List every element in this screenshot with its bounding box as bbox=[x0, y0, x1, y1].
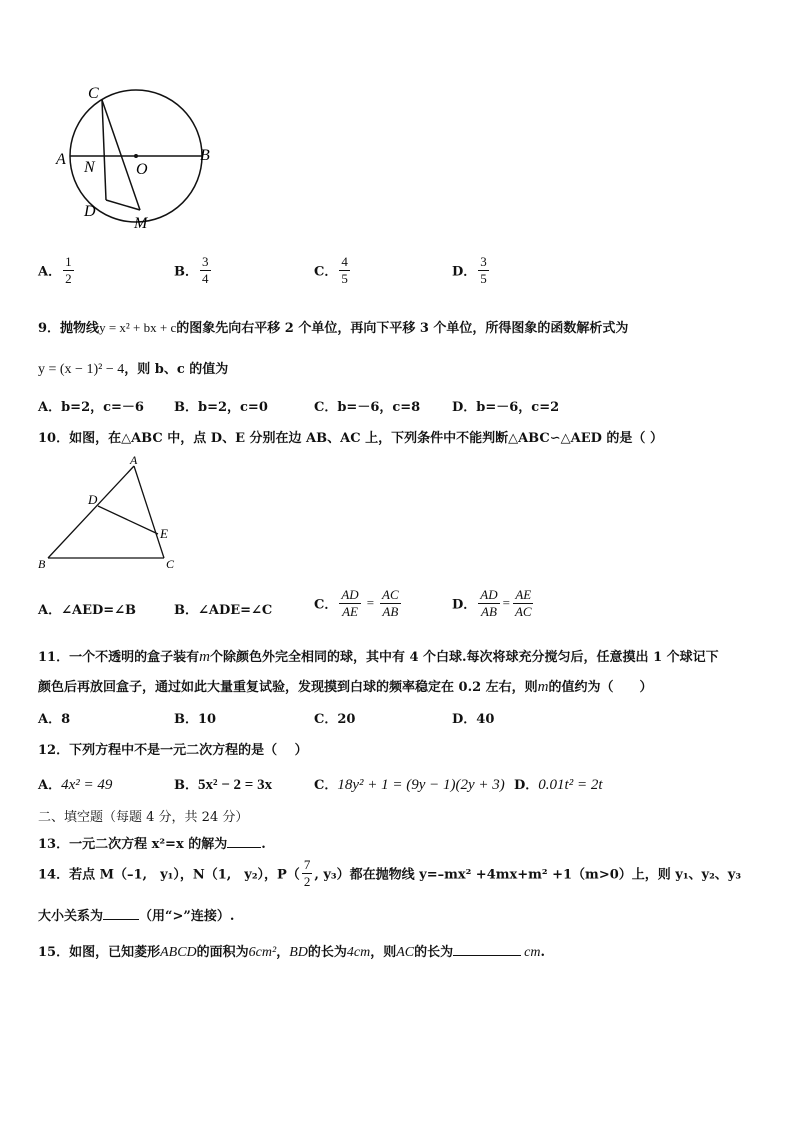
equals-sign: = bbox=[502, 595, 510, 611]
q13-stem bbox=[38, 833, 266, 852]
q11-option-d: D．40 bbox=[452, 712, 495, 727]
q9-option-c: C．b=－6，c=8 bbox=[314, 400, 421, 415]
q12-option-b bbox=[174, 774, 272, 794]
q8-option-c bbox=[314, 255, 352, 285]
option-label: C． bbox=[314, 264, 338, 280]
option-label: B． bbox=[174, 778, 198, 793]
q9-option-d: D．b=－6，c=2 bbox=[452, 400, 560, 415]
fraction bbox=[478, 588, 499, 618]
q11-option-c: C．20 bbox=[314, 712, 356, 727]
fraction bbox=[339, 255, 350, 285]
question-text: , y₃）都在抛物线 y=–mx² +4mx+m² +1（m>0）上，则 y₁、y₂、y₃ bbox=[314, 867, 742, 883]
question-number: 9． bbox=[38, 321, 61, 336]
label-o: O bbox=[136, 161, 148, 178]
question-text: 15．如图，已知菱形 bbox=[38, 945, 161, 960]
q10-stem: 10．如图，在△ABC 中，点 D、E 分别在边 AB、AC 上，下列条件中不能判断△ABC∽△AED 的是（ ） bbox=[38, 431, 663, 446]
fraction bbox=[302, 858, 313, 888]
equals-sign: = bbox=[366, 595, 375, 611]
math-unit: cm bbox=[524, 945, 541, 960]
math-bd: BD bbox=[289, 945, 308, 960]
q14-stem-line1 bbox=[38, 858, 741, 888]
option-label: C． bbox=[314, 597, 338, 613]
q9-formula-line bbox=[38, 358, 228, 378]
q11-stem-line2 bbox=[38, 676, 653, 696]
answer-blank[interactable] bbox=[103, 907, 139, 920]
label-d: D bbox=[88, 492, 98, 507]
q12-option-a bbox=[38, 774, 112, 794]
question-text: 大小关系为 bbox=[38, 909, 104, 924]
option-label: D． bbox=[514, 778, 539, 793]
q8-option-d bbox=[452, 255, 491, 285]
q12-option-d bbox=[514, 774, 603, 794]
label-b: B bbox=[38, 557, 46, 571]
fraction bbox=[478, 255, 489, 285]
q11-stem-line1 bbox=[38, 646, 719, 666]
numerator: 3 bbox=[480, 254, 487, 269]
denominator: 5 bbox=[480, 270, 487, 286]
side-ab bbox=[48, 466, 134, 558]
question-text: 的长为 bbox=[307, 945, 347, 960]
question-text: 的长为 bbox=[414, 945, 454, 960]
question-text: （用“>”连接）. bbox=[139, 909, 235, 924]
question-text: 颜色后再放回盒子，通过如此大量重复试验，发现摸到白球的频率稳定在 0.2 左右，则 bbox=[38, 680, 538, 695]
question-text: ，则 bbox=[370, 945, 397, 960]
fraction bbox=[380, 588, 401, 618]
q10-option-c bbox=[314, 588, 403, 618]
label-m: M bbox=[134, 215, 148, 232]
question-text: 11．一个不透明的盒子装有 bbox=[38, 650, 200, 665]
label-d: D bbox=[84, 203, 96, 220]
question-text: . bbox=[540, 945, 546, 960]
q10-option-a: A．∠AED=∠B bbox=[38, 603, 137, 618]
question-text: 的值约为（ ） bbox=[548, 680, 653, 695]
option-label: B． bbox=[174, 264, 198, 280]
question-text: 13．一元二次方程 x²=x 的解为 bbox=[38, 837, 228, 852]
variable-m: m bbox=[199, 649, 210, 665]
option-label: C． bbox=[314, 778, 338, 793]
equation: 5x² − 2 = 3x bbox=[198, 777, 273, 793]
question-text: ， bbox=[276, 945, 290, 960]
denominator: 4 bbox=[202, 270, 209, 286]
side-ac bbox=[134, 466, 164, 558]
triangle-figure bbox=[36, 452, 186, 574]
numerator: AE bbox=[515, 587, 532, 602]
q8-option-a bbox=[38, 255, 76, 285]
q11-option-b: B．10 bbox=[174, 712, 217, 727]
math-bd-length: 4cm bbox=[346, 945, 371, 960]
q12-option-c bbox=[314, 774, 505, 794]
q11-option-a: A．8 bbox=[38, 712, 71, 727]
label-e: E bbox=[160, 526, 168, 541]
q10-option-d bbox=[452, 588, 536, 618]
question-text: 抛物线 bbox=[60, 321, 100, 336]
option-label: A． bbox=[38, 264, 62, 280]
math-abcd: ABCD bbox=[160, 945, 197, 960]
answer-blank[interactable] bbox=[227, 835, 261, 848]
fraction bbox=[63, 255, 74, 285]
question-text: ，则 b、c 的值为 bbox=[124, 362, 229, 377]
question-text: 14．若点 M（–1, y₁），N（1, y₂），P（ bbox=[38, 867, 300, 883]
q10-option-b: B．∠ADE=∠C bbox=[174, 603, 273, 618]
equation: 4x² = 49 bbox=[61, 777, 113, 793]
question-text: 的图象先向右平移 2 个单位，再向下平移 3 个单位，所得图象的函数解析式为 bbox=[176, 321, 629, 336]
fraction bbox=[513, 588, 534, 618]
equation: 0.01t² = 2t bbox=[538, 777, 603, 793]
numerator: 3 bbox=[202, 254, 209, 269]
center-point bbox=[134, 154, 138, 158]
fraction bbox=[200, 255, 211, 285]
label-c: C bbox=[88, 85, 99, 102]
segment-dm bbox=[106, 200, 140, 210]
q9-option-b: B．b=2，c=0 bbox=[174, 400, 268, 415]
numerator: 7 bbox=[303, 857, 311, 872]
circle-figure bbox=[50, 80, 230, 240]
denominator: 2 bbox=[65, 270, 72, 286]
function-expression: y = x² + bx + c bbox=[99, 320, 177, 335]
q9-option-a: A．b=2，c=－6 bbox=[38, 400, 144, 415]
denominator: AB bbox=[481, 603, 497, 619]
formula: y = (x − 1)² − 4 bbox=[38, 362, 125, 377]
section-heading-fill-blank: 二、填空题（每题 4 分，共 24 分） bbox=[38, 810, 249, 825]
numerator: 4 bbox=[341, 254, 348, 269]
denominator: 5 bbox=[341, 270, 348, 286]
numerator: AD bbox=[341, 587, 359, 602]
math-ac: AC bbox=[396, 945, 415, 960]
question-text: . bbox=[261, 837, 266, 852]
option-label: D． bbox=[452, 597, 477, 613]
denominator: AC bbox=[514, 603, 532, 619]
q9-stem bbox=[38, 317, 628, 336]
answer-blank[interactable] bbox=[453, 943, 521, 956]
numerator: AD bbox=[480, 587, 498, 602]
chord-cd bbox=[102, 100, 106, 200]
q8-option-b bbox=[174, 255, 213, 285]
q15-stem bbox=[38, 941, 545, 961]
numerator: 1 bbox=[65, 254, 72, 269]
equation: 18y² + 1 = (9y − 1)(2y + 3) bbox=[337, 777, 505, 793]
label-c: C bbox=[166, 557, 175, 571]
label-n: N bbox=[84, 159, 95, 176]
fraction bbox=[339, 588, 360, 618]
q12-stem: 12．下列方程中不是一元二次方程的是（ ） bbox=[38, 743, 308, 758]
denominator: AB bbox=[382, 603, 399, 619]
math-area: 6cm² bbox=[248, 945, 277, 960]
label-b: B bbox=[200, 147, 210, 164]
denominator: 2 bbox=[303, 873, 311, 889]
question-text: 的面积为 bbox=[196, 945, 249, 960]
numerator: AC bbox=[382, 587, 399, 602]
denominator: AE bbox=[342, 603, 358, 619]
variable-m: m bbox=[537, 679, 549, 695]
label-a: A bbox=[130, 453, 138, 467]
question-text: 个除颜色外完全相同的球，其中有 4 个白球.每次将球充分搅匀后，任意摸出 1 个球记下 bbox=[209, 650, 719, 665]
option-label: A． bbox=[38, 778, 62, 793]
label-a: A bbox=[56, 151, 66, 168]
q14-stem-line2 bbox=[38, 905, 234, 924]
option-label: D． bbox=[452, 264, 477, 280]
